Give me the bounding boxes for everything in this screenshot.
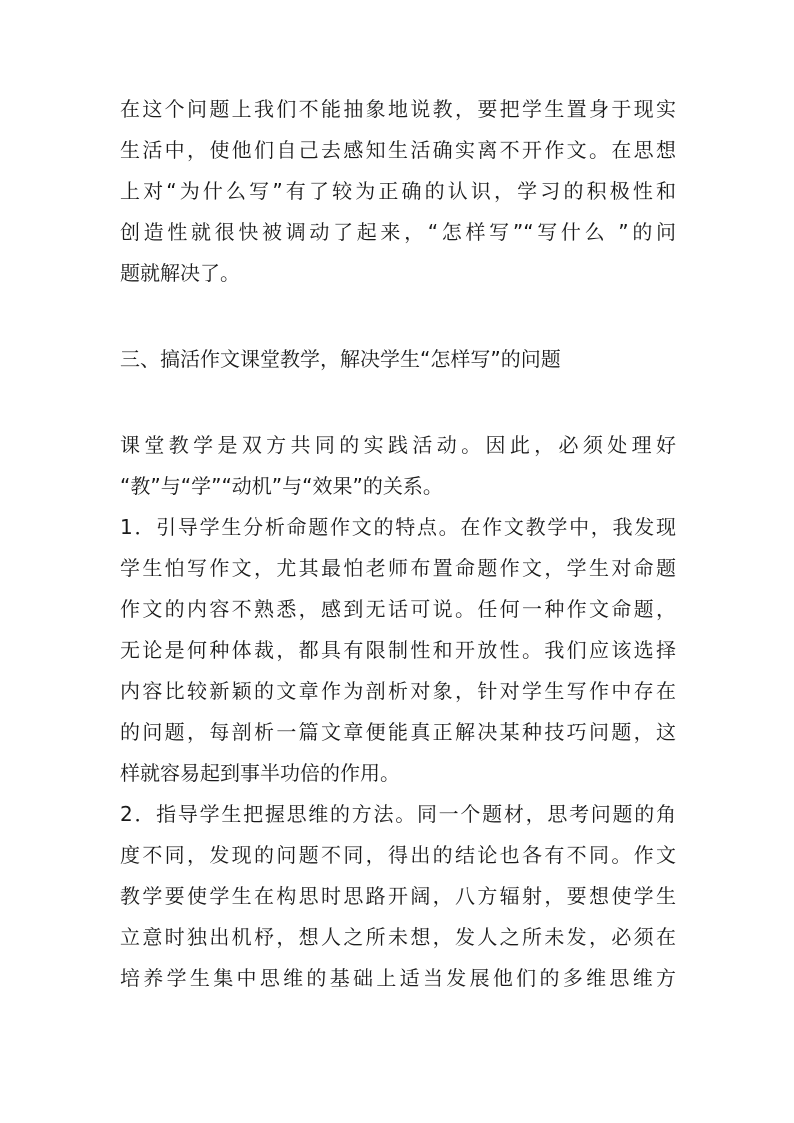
item1-line-5: 内容比较新颖的文章作为剖析对象，针对学生写作中存在 <box>120 679 676 703</box>
paragraph1-line-5: 题就解决了。 <box>120 261 240 285</box>
item2-line-1: 2．指导学生把握思维的方法。同一个题材，思考问题的角 <box>120 802 676 826</box>
item1-line-2: 学生怕写作文，尤其最怕老师布置命题作文，学生对命题 <box>120 556 676 580</box>
paragraph1-line-4: 创造性就很快被调动了起来，“怎样写”“写什么 ”的问 <box>120 220 676 244</box>
item1-line-6: 的问题，每剖析一篇文章便能真正解决某种技巧问题，这 <box>120 720 676 744</box>
item1-line-3: 作文的内容不熟悉，感到无话可说。任何一种作文命题， <box>120 597 676 621</box>
item2-line-2: 度不同，发现的问题不同，得出的结论也各有不同。作文 <box>120 843 676 867</box>
item2-line-4: 立意时独出机杼，想人之所未想，发人之所未发，必须在 <box>120 925 676 949</box>
item2-line-5: 培养学生集中思维的基础上适当发展他们的多维思维方 <box>120 966 676 990</box>
item2-line-3: 教学要使学生在构思时思路开阔，八方辐射，要想使学生 <box>120 884 676 908</box>
section-heading: 三、搞活作文课堂教学，解决学生“怎样写”的问题 <box>120 347 561 371</box>
paragraph1-line-1: 在这个问题上我们不能抽象地说教，要把学生置身于现实 <box>120 97 676 121</box>
item1-line-1: 1．引导学生分析命题作文的特点。在作文教学中，我发现 <box>120 515 676 539</box>
paragraph1-line-2: 生活中，使他们自己去感知生活确实离不开作文。在思想 <box>120 138 676 162</box>
paragraph2-line-1: 课堂教学是双方共同的实践活动。因此，必须处理好 <box>120 433 676 457</box>
paragraph1-line-3: 上对“为什么写”有了较为正确的认识，学习的积极性和 <box>120 179 676 203</box>
paragraph2-line-2: “教”与“学”“动机”与“效果”的关系。 <box>120 474 443 498</box>
item1-line-4: 无论是何种体裁，都具有限制性和开放性。我们应该选择 <box>120 638 676 662</box>
item1-line-7: 样就容易起到事半功倍的作用。 <box>120 761 400 785</box>
